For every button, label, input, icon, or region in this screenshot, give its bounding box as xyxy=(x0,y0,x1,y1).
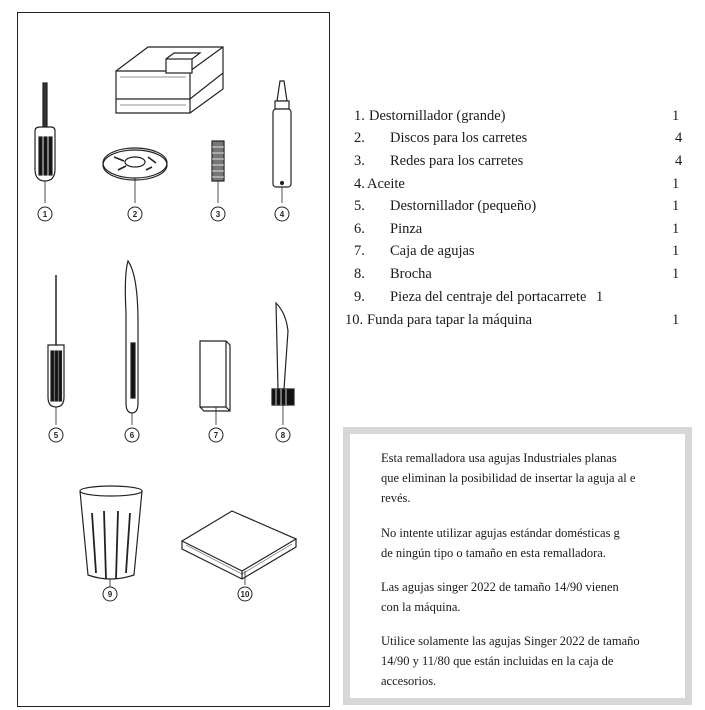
notice-line: Las agujas singer 2022 de tamaño 14/90 vienen xyxy=(381,580,619,594)
spool-disc-drawing xyxy=(103,148,167,203)
needle-case-drawing xyxy=(200,341,230,425)
item-number: 4. xyxy=(354,176,365,192)
item-name: Caja de agujas xyxy=(390,243,475,259)
notice-line: No intente utilizar agujas estándar domésticas g xyxy=(381,526,620,540)
tweezers-drawing xyxy=(125,261,138,425)
illustration-label-7: 7 xyxy=(213,431,219,440)
item-name: Destornillador (pequeño) xyxy=(390,198,537,214)
item-name: Destornillador (grande) xyxy=(369,108,506,124)
item-quantity: 1 xyxy=(672,221,680,237)
item-number: 6. xyxy=(354,221,365,237)
notice-line: de ningún tipo o tamaño en esta remalladora. xyxy=(381,546,606,560)
small-screwdriver-drawing xyxy=(48,275,64,425)
item-number: 5. xyxy=(354,198,365,214)
illustration-label-5: 5 xyxy=(53,431,59,440)
item-name: Aceite xyxy=(367,176,405,192)
item-quantity: 1 xyxy=(672,108,680,124)
accessories-illustration xyxy=(17,12,330,707)
oil-bottle-drawing xyxy=(273,81,291,203)
item-quantity: 1 xyxy=(672,176,680,192)
item-number: 1. xyxy=(354,108,365,124)
notice-line: con la máquina. xyxy=(381,600,461,614)
item-number: 9. xyxy=(354,289,365,305)
item-quantity: 4 xyxy=(675,130,683,146)
item-quantity: 1 xyxy=(672,198,680,214)
tool-case-drawing xyxy=(116,47,223,113)
illustration-label-3: 3 xyxy=(215,210,221,219)
item-name: Redes para los carretes xyxy=(390,153,524,169)
notice-line: que eliminan la posibilidad de insertar la aguja al e xyxy=(381,471,636,485)
item-number: 8. xyxy=(354,266,365,282)
illustration-label-2: 2 xyxy=(132,210,138,219)
item-name: Pinza xyxy=(390,221,423,237)
spool-net-drawing xyxy=(212,141,224,203)
item-number: 3. xyxy=(354,153,365,169)
notice-line: Esta remalladora usa agujas Industriales planas xyxy=(381,451,617,465)
brush-drawing xyxy=(272,303,294,425)
item-number: 7. xyxy=(354,243,365,259)
notice-line: 14/90 y 11/80 que están incluidas en la caja de xyxy=(381,654,614,668)
notice-line: revés. xyxy=(381,491,411,505)
item-quantity: 1 xyxy=(672,312,680,328)
item-quantity: 1 xyxy=(672,243,680,259)
machine-cover-drawing xyxy=(182,511,296,585)
large-screwdriver-drawing xyxy=(35,83,55,203)
illustration-label-10: 10 xyxy=(240,590,250,599)
item-quantity: 1 xyxy=(596,289,604,305)
illustration-label-4: 4 xyxy=(279,210,285,219)
item-number: 10. xyxy=(345,312,364,328)
illustration-label-1: 1 xyxy=(42,210,48,219)
item-name: Discos para los carretes xyxy=(390,130,528,146)
illustration-label-8: 8 xyxy=(280,431,286,440)
illustration-label-6: 6 xyxy=(129,431,135,440)
item-quantity: 4 xyxy=(675,153,683,169)
item-name: Funda para tapar la máquina xyxy=(367,312,533,328)
item-name: Pieza del centraje del portacarrete xyxy=(390,289,587,305)
item-number: 2. xyxy=(354,130,365,146)
spool-centering-piece-drawing xyxy=(80,486,142,587)
notice-line: accesorios. xyxy=(381,674,437,688)
item-quantity: 1 xyxy=(672,266,680,282)
notice-line: Utilice solamente las agujas Singer 2022 de tamaño xyxy=(381,634,640,648)
illustration-label-9: 9 xyxy=(107,590,113,599)
needle-notice-box xyxy=(343,427,692,705)
item-name: Brocha xyxy=(390,266,432,282)
